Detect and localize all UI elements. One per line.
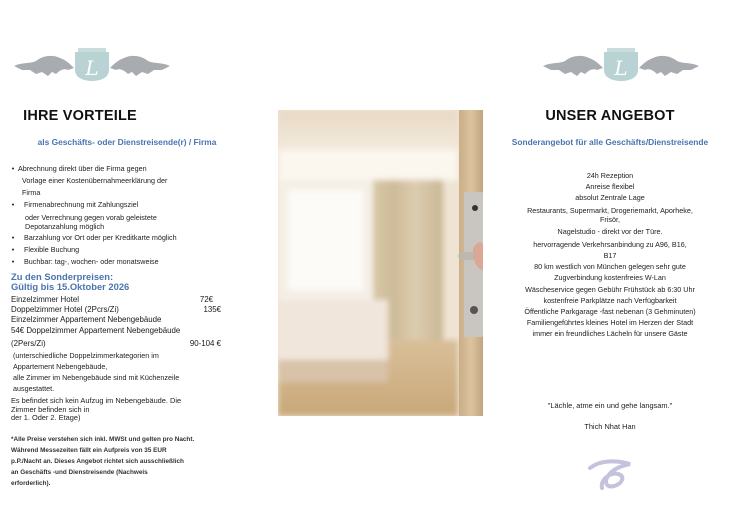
quote-author: Thich Nhat Han <box>584 422 636 431</box>
price-disclaimer: *Alle Preise verstehen sich inkl. MWSt und gelten pro Nacht. Während Messezeiten fällt ein Aufpreis von 35 EUR p.P./Nacht an. Dieses Angebot richtet sich ausschließlich an Geschäfts -und Dienstreisende (Nachweis erforderlich). <box>11 436 195 487</box>
benefits-list <box>8 163 253 268</box>
offer-item: 24h Rezeption <box>586 171 634 180</box>
offer-item: absolut Zentrale Lage <box>575 193 645 203</box>
offer-item: Restaurants, Supermarkt, Drogeriemarkt, Aporheke, <box>527 205 693 215</box>
left-subtitle: als Geschäfts- oder Dienstreisende(r) / Firma <box>37 137 217 147</box>
svg-text:L: L <box>614 56 628 80</box>
benefit-line: Depotanzahlung möglich <box>25 222 105 231</box>
offer-item: Frisör, <box>600 214 620 224</box>
room-notes: (unterschiedliche Doppelzimmerkategorien im Appartement Nebengebäude, alle Zimmer im Nebengebäude sind mit Küchenzeile ausgestattet. <box>13 351 180 393</box>
offers-list <box>490 170 730 340</box>
price-row: 54€ Doppelzimmer Appartement Nebengebäude <box>11 326 181 335</box>
offer-item: Nagelstudio - direkt vor der Türe. <box>557 226 663 236</box>
hotel-room-door-photo-icon <box>278 110 483 416</box>
right-subtitle: Sonderangebot für alle Geschäfts/Dienstreisende <box>511 137 709 147</box>
left-title: IHRE VORTEILE <box>23 108 137 124</box>
price-row: (2Pers/Zi) 90-104 € <box>11 339 221 348</box>
price-row: Einzelzimmer Appartement Nebengebäude <box>11 315 162 324</box>
bullet-icon: • <box>11 245 15 254</box>
benefit-item: • Firmenabrechnung mit Zahlungsziel <box>8 199 253 211</box>
special-prices-heading <box>11 272 129 291</box>
offer-item: Anreise flexibel <box>585 182 635 192</box>
valid-until: Gültig bis 15.Oktober 2026 <box>11 280 130 292</box>
benefit-item: • Flexible Buchung <box>8 244 253 256</box>
offer-item: kostenfreie Parkplätze nach Verfügbarkeit <box>543 295 677 305</box>
bullet-icon: • <box>11 257 15 266</box>
benefit-line: Vorlage einer Kostenübernahmeerklärung der <box>22 176 168 185</box>
offer-item: Zugverbindung kostenfreies W-Lan <box>554 273 666 283</box>
lions-crest-logo-icon <box>12 46 172 82</box>
lions-crest-logo-icon <box>541 46 701 82</box>
quote-text: "Lächle, atme ein und gehe langsam." <box>547 401 673 410</box>
benefit-line: oder Verrechnung gegen vorab geleistete <box>25 213 157 222</box>
elevator-note: Es befindet sich kein Aufzug im Nebengebäude. Die Zimmer befinden sich in der 1. Oder 2. Etage) <box>11 396 182 423</box>
offer-item: Familiengeführtes kleines Hotel im Herzen der Stadt <box>526 318 694 328</box>
offer-item: hervorragende Verkehrsanbindung zu A96, B16, <box>533 239 687 249</box>
price-row: Einzelzimmer Hotel 72€ <box>11 295 213 304</box>
offer-item: Wäscheservice gegen Gebühr Frühstück ab 6:30 Uhr <box>525 284 695 294</box>
signature-flourish-icon <box>586 458 636 492</box>
svg-text:L: L <box>85 56 99 80</box>
benefit-item: • Abrechnung direkt über die Firma gegen <box>8 163 253 175</box>
price-row: Doppelzimmer Hotel (2Pcrs/Zi) 135€ <box>11 305 221 314</box>
bullet-icon: • <box>11 164 15 173</box>
offer-item: Öffentliche Parkgarage -fast nebenan (3 Gehminuten) <box>524 307 696 317</box>
right-title: UNSER ANGEBOT <box>545 108 675 124</box>
special-heading-line: Zu den Sonderpreisen: <box>11 271 114 282</box>
offer-item: immer ein freundliches Lächeln für unsere Gäste <box>532 329 688 339</box>
hotel-room-photo <box>278 110 483 416</box>
offer-item: 80 km westlich von München gelegen sehr gute <box>534 262 686 272</box>
bullet-icon: • <box>11 233 15 242</box>
benefit-item: • Barzahlung vor Ort oder per Kreditkarte möglich <box>8 232 253 244</box>
benefit-item: • Buchbar: tag-, wochen- oder monatsweise <box>8 256 253 268</box>
benefit-line: Firma <box>22 188 41 197</box>
bullet-icon: • <box>11 200 15 209</box>
offer-item: B17 <box>603 251 617 261</box>
